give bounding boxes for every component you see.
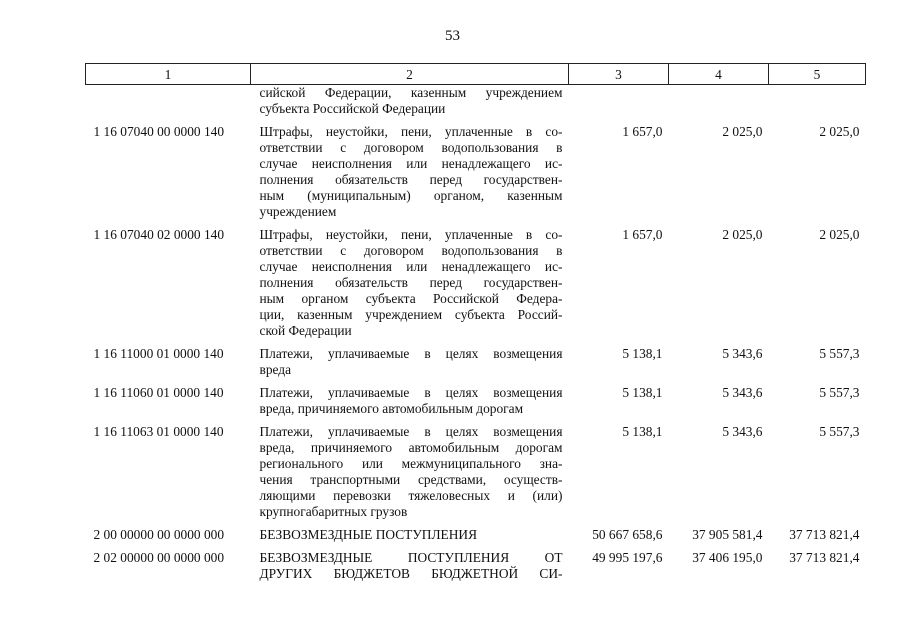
row-name — [251, 85, 569, 119]
row-name-line: ской Федерации — [259, 323, 352, 338]
table-row — [86, 525, 866, 544]
row-value-col3: 5 138,1 — [622, 385, 663, 400]
row-name-line: Платежи, уплачиваемые в целях возмещения — [259, 424, 563, 439]
row-name-line: полнения обязательств перед государствен- — [259, 172, 563, 187]
row-code: 1 16 11060 01 0000 140 — [93, 385, 224, 400]
row-name-line: ции, казенным учреждением субъекта Россий- — [259, 307, 563, 322]
row-name-line: ным органом субъекта Российской Федера- — [259, 291, 563, 306]
row-name-line: чения транспортными средствами, осуществ- — [259, 472, 563, 487]
row-code: 2 00 00000 00 0000 000 — [93, 527, 225, 542]
row-name-line: вреда, причиняемого автомобильным дорогам — [259, 440, 563, 455]
table-row — [86, 85, 866, 119]
row-value-col5: 5 557,3 — [819, 385, 860, 400]
row-name-line: крупногабаритных грузов — [259, 504, 408, 519]
row-value-col4: 2 025,0 — [722, 227, 763, 242]
row-value-col3: 50 667 658,6 — [592, 527, 663, 542]
table-body — [86, 85, 866, 584]
table-row — [86, 548, 866, 583]
row-code: 1 16 11000 01 0000 140 — [93, 346, 224, 361]
table-row — [86, 225, 866, 340]
column-header-2: 2 — [251, 64, 569, 85]
row-name — [251, 122, 569, 221]
row-name-line: полнения обязательств перед государствен- — [259, 275, 563, 290]
row-name-line: ным (муниципальным) органом, казенным — [259, 188, 563, 203]
row-name-line: сийской Федерации, казенным учреждением — [259, 85, 563, 100]
row-name-line: ответствии с договором водопользования в — [259, 243, 563, 258]
row-name — [251, 344, 569, 379]
row-value-col4 — [669, 85, 769, 119]
row-name-line: случае неисполнения или ненадлежащего ис- — [259, 156, 563, 171]
row-code: 2 02 00000 00 0000 000 — [93, 550, 225, 565]
header-row — [86, 64, 866, 85]
row-name-line: ДРУГИХ БЮДЖЕТОВ БЮДЖЕТНОЙ СИ- — [259, 566, 563, 581]
row-name-line: регионального или межмуниципального зна- — [259, 456, 563, 471]
row-value-col5: 2 025,0 — [819, 124, 860, 139]
table-row — [86, 383, 866, 418]
row-name-line: вреда — [259, 362, 292, 377]
row-value-col4: 37 905 581,4 — [692, 527, 763, 542]
row-name — [251, 383, 569, 418]
column-header-4: 4 — [669, 64, 769, 85]
row-value-col3: 1 657,0 — [622, 124, 663, 139]
row-value-col4: 2 025,0 — [722, 124, 763, 139]
row-name-line: ляющими перевозки тяжеловесных и (или) — [259, 488, 563, 503]
row-value-col4: 5 343,6 — [722, 346, 763, 361]
row-value-col3: 5 138,1 — [622, 424, 663, 439]
row-value-col5 — [769, 85, 866, 119]
row-code: 1 16 07040 00 0000 140 — [93, 124, 225, 139]
row-value-col5: 5 557,3 — [819, 424, 860, 439]
row-value-col4: 5 343,6 — [722, 424, 763, 439]
row-value-col4: 37 406 195,0 — [692, 550, 763, 565]
table-row — [86, 422, 866, 521]
row-value-col5: 37 713 821,4 — [789, 550, 860, 565]
row-name-line: учреждением — [259, 204, 337, 219]
row-name-line: субъекта Российской Федерации — [259, 101, 446, 116]
row-name-line: БЕЗВОЗМЕЗДНЫЕ ПОСТУПЛЕНИЯ ОТ — [259, 550, 563, 565]
row-name-line: Платежи, уплачиваемые в целях возмещения — [259, 385, 563, 400]
row-value-col3: 49 995 197,6 — [592, 550, 663, 565]
table-row — [86, 344, 866, 379]
row-value-col5: 2 025,0 — [819, 227, 860, 242]
row-name-line: БЕЗВОЗМЕЗДНЫЕ ПОСТУПЛЕНИЯ — [259, 527, 477, 542]
row-name — [251, 525, 569, 544]
row-code: 1 16 11063 01 0000 140 — [93, 424, 224, 439]
row-name-line: Штрафы, неустойки, пени, уплаченные в со- — [259, 124, 563, 139]
column-header-3: 3 — [569, 64, 669, 85]
row-name-line: Платежи, уплачиваемые в целях возмещения — [259, 346, 563, 361]
row-value-col5: 5 557,3 — [819, 346, 860, 361]
row-name-line: случае неисполнения или ненадлежащего ис- — [259, 259, 563, 274]
budget-table — [85, 63, 866, 583]
column-header-5: 5 — [769, 64, 866, 85]
column-header-1: 1 — [86, 64, 251, 85]
row-name — [251, 225, 569, 340]
row-value-col4: 5 343,6 — [722, 385, 763, 400]
row-name — [251, 548, 569, 583]
row-code: 1 16 07040 02 0000 140 — [93, 227, 225, 242]
row-code — [86, 85, 251, 119]
table-row — [86, 122, 866, 221]
row-value-col3: 1 657,0 — [622, 227, 663, 242]
row-value-col5: 37 713 821,4 — [789, 527, 860, 542]
row-name-line: вреда, причиняемого автомобильным дорогам — [259, 401, 524, 416]
row-value-col3: 5 138,1 — [622, 346, 663, 361]
page-number: 53 — [445, 28, 460, 44]
row-name-line: ответствии с договором водопользования в — [259, 140, 563, 155]
row-name — [251, 422, 569, 521]
row-value-col3 — [569, 85, 669, 119]
row-name-line: Штрафы, неустойки, пени, уплаченные в со- — [259, 227, 563, 242]
